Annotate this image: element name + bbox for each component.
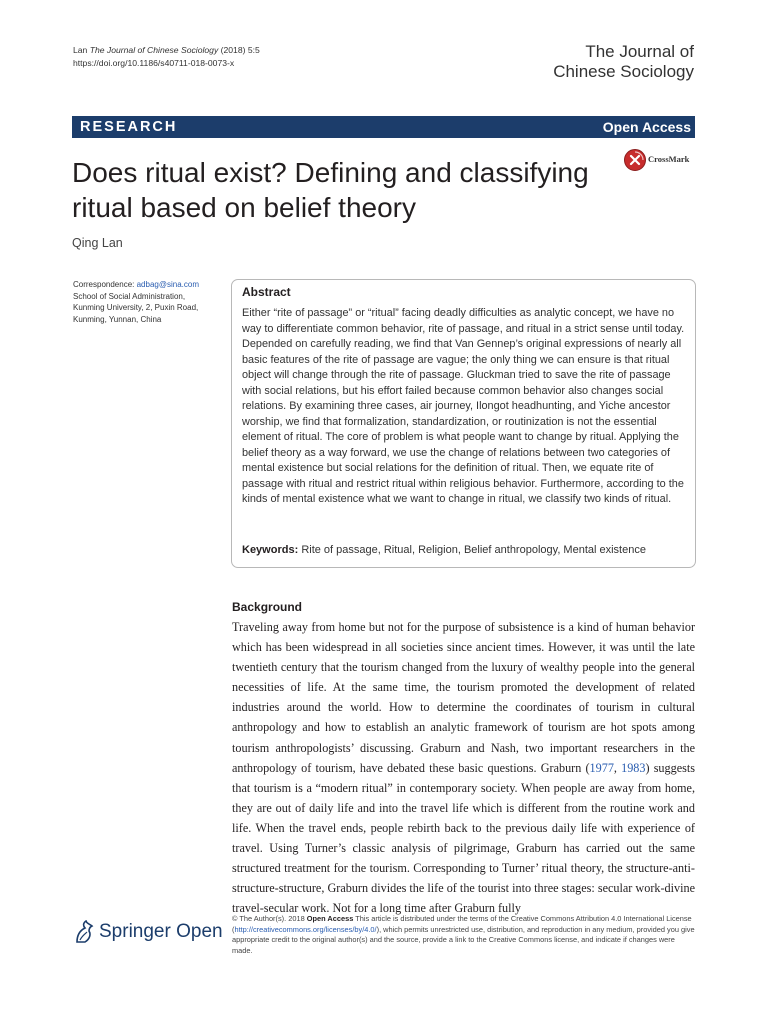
correspondence-label: Correspondence:: [73, 280, 135, 289]
citation-separator: ,: [613, 760, 622, 775]
citation-journal: The Journal of Chinese Sociology: [89, 45, 219, 55]
crossmark-label: CrossMark: [648, 154, 690, 164]
section-label: RESEARCH: [80, 119, 178, 135]
citation-details: (2018) 5:5: [220, 45, 260, 55]
keywords-label: Keywords:: [242, 544, 299, 556]
affiliation-line3: Kunming, Yunnan, China: [73, 314, 162, 324]
license-open-access: Open Access: [306, 914, 354, 923]
license-end: ), which permits unrestricted use, distribution, and reproduction in any medium, provided you give appropriate credit to the original author(s) and the source, provide a link to the Creative Commons license, and indicate if changes were made.: [232, 924, 695, 955]
abstract-box: [231, 279, 696, 568]
journal-name-line2: Chinese Sociology: [553, 62, 694, 81]
license-notice: [232, 914, 695, 956]
header-citation: [73, 44, 260, 70]
keywords-list: Rite of passage, Ritual, Religion, Belief anthropology, Mental existence: [301, 544, 646, 556]
springer-word: Springer: [99, 921, 171, 942]
background-heading: Background: [232, 600, 303, 614]
license-middle: This article is distributed under the terms of the Creative Commons Attribution 4.0 International License (: [232, 914, 692, 934]
open-access-label: Open Access: [602, 119, 691, 135]
springer-horse-icon: [73, 920, 95, 944]
abstract-text: Either “rite of passage” or “ritual” facing deadly difficulties as analytic concept, we have no way to differentiate common behavior, rite of passage, and ritual in a strict sense until today. Depended on carefully reading, we find that Van Gennep’s original expressions of nearly all basic features of the rite of passage are vague; the only thing we can ensure is that ritual object will change through the rite of passage. Gluckman tried to save the rite of passage with social relations, but his effort failed because common behavior also changes social relations. By examining three cases, air journey, Ilongot headhunting, and Yiche ancestor worship, we find that formalization, standardization, or routinization is not the essential element of ritual. The core of problem is what people want to change by ritual. Applying the belief theory as a way forward, we use the change of relations between two categories of mental existence but social relations for the definition of ritual. Then, we equate rite of passage with ritual and restrict ritual within religious behavior. Furthermore, according to the kinds of mental existence what we want to change in ritual, we classify two kinds of ritual.: [242, 307, 685, 505]
crossmark-icon: [624, 149, 646, 171]
springer-open-logo: [73, 920, 223, 948]
journal-name-line1: The Journal of: [585, 42, 694, 61]
body-text-part1: Traveling away from home but not for the purpose of subsistence is a kind of human behavior which has been widespread in all societies since ancient times. However, it was until the late twentieth century that the tourism changed from the luxury of wealthy people into the general necessities of life. At the same time, the tourism promoted the development of related industries around the world. How to determine the coordinates of tourism in cultural anthropology and how to establish an analytic framework of tourism are hot spots among tourism anthropologists’ discussing. Graburn and Nash, two important researchers in the anthropology of tourism, have debated these basic questions. Graburn (: [232, 620, 695, 775]
license-start: © The Author(s). 2018: [232, 914, 307, 923]
section-bar: [72, 116, 695, 138]
article-title: Does ritual exist? Defining and classifying ritual based on belief theory: [72, 157, 589, 223]
affiliation-line1: School of Social Administration,: [73, 291, 186, 301]
doi-link[interactable]: https://doi.org/10.1186/s40711-018-0073-x: [73, 58, 235, 68]
correspondence-block: [73, 279, 223, 325]
background-body: [232, 617, 695, 918]
body-text-part2: ) suggests that tourism is a “modern ritual” in contemporary society. When people are away from home, they are out of daily life and into the travel life which is different from the routine work and life. When the travel ends, people rebirth back to the previous daily life with experience of travel. Using Turner’s classic analysis of pilgrimage, Graburn has carried out the same structured treatment for the tourism. Corresponding to Turner’ ritual theory, the structure-anti-structure-structure, Graburn divides the life of the tourist into three stages: secular work-divine travel-secular work. Not for a long time after Graburn fully: [232, 760, 695, 916]
citation-author: Lan: [73, 45, 88, 55]
abstract-heading: Abstract: [242, 285, 291, 299]
keywords-line: [242, 544, 646, 556]
citation-link-1983[interactable]: 1983: [621, 760, 646, 775]
author-name: Qing Lan: [72, 236, 123, 250]
correspondence-email[interactable]: adbag@sina.com: [136, 280, 199, 289]
affiliation-line2: Kunming University, 2, Puxin Road,: [73, 303, 199, 312]
journal-name: [553, 42, 694, 82]
open-word: Open: [176, 921, 223, 942]
crossmark-badge[interactable]: [624, 149, 714, 171]
citation-link-1977[interactable]: 1977: [589, 760, 614, 775]
license-url-link[interactable]: http://creativecommons.org/licenses/by/4.0/: [234, 924, 377, 934]
springer-wordmark: [99, 921, 223, 943]
